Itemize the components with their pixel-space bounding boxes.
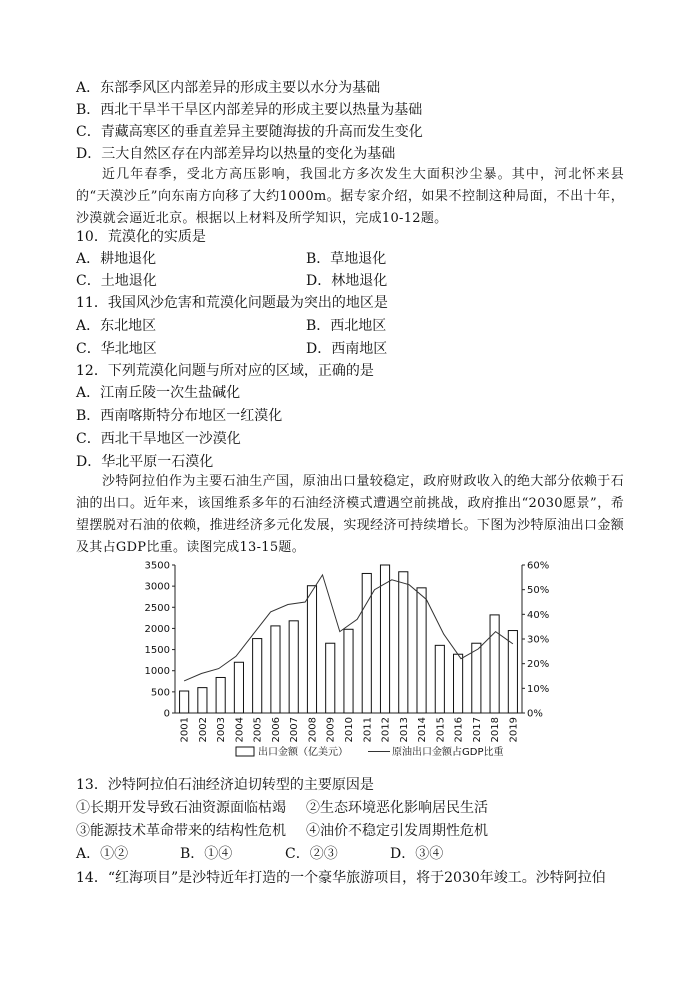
bar bbox=[417, 588, 426, 713]
bar bbox=[454, 654, 463, 713]
y-left-tick-label: 3000 bbox=[144, 581, 170, 593]
y-left-tick-label: 3500 bbox=[144, 560, 170, 572]
bar bbox=[234, 662, 243, 713]
x-tick-label: 2009 bbox=[325, 717, 337, 743]
x-tick-label: 2011 bbox=[362, 717, 374, 743]
q9-option-d: D．三大自然区存在内部差异均以热量的变化为基础 bbox=[76, 146, 396, 162]
q12-stem: 12．下列荒漠化问题与所对应的区域，正确的是 bbox=[76, 363, 374, 379]
bar bbox=[216, 677, 225, 713]
q13-option-d: D．③④ bbox=[390, 846, 444, 862]
y-left-tick-label: 2000 bbox=[144, 623, 170, 635]
q10-option-a: A．耕地退化 bbox=[76, 251, 157, 267]
bar bbox=[326, 643, 335, 713]
q13-option-c: C．②③ bbox=[285, 846, 338, 862]
y-right-tick-label: 0% bbox=[527, 708, 543, 720]
passage-saudi-oil: 沙特阿拉伯作为主要石油生产国，原油出口量较稳定，政府财政收入的绝大部分依赖于石油的出口。近年来，该国维系多年的石油经济模式遭遇空前挑战，政府推出“2030愿景”，希望摆脱对石油的依赖，推进经济多元化发展，实现经济可持续增长。下图为沙特原油出口金额及其占GDP比重。读图完成13-15题。 bbox=[76, 474, 624, 555]
q9-option-b: B．西北干旱半干旱区内部差异的形成主要以热量为基础 bbox=[76, 102, 423, 118]
legend-bar-swatch bbox=[236, 747, 254, 756]
bar bbox=[307, 586, 316, 713]
x-tick-label: 2004 bbox=[234, 717, 246, 743]
q14-stem: 14．“红海项目”是沙特近年打造的一个豪华旅游项目，将于2030年竣工。沙特阿拉伯 bbox=[76, 870, 606, 886]
x-tick-label: 2018 bbox=[490, 717, 502, 743]
q13-stem: 13．沙特阿拉伯石油经济迫切转型的主要原因是 bbox=[76, 777, 374, 793]
x-tick-label: 2016 bbox=[453, 717, 465, 743]
q12-option-a: A．江南丘陵一次生盐碱化 bbox=[76, 385, 241, 401]
q13-statement-3: ③能源技术革命带来的结构性危机 bbox=[76, 823, 286, 839]
y-right-tick-label: 60% bbox=[527, 560, 550, 572]
x-tick-label: 2002 bbox=[197, 717, 209, 743]
bar bbox=[472, 643, 481, 713]
q10-option-d: D．林地退化 bbox=[306, 273, 388, 289]
x-tick-label: 2007 bbox=[289, 717, 301, 743]
bar bbox=[198, 688, 207, 713]
bar bbox=[380, 565, 389, 713]
bar bbox=[399, 572, 408, 713]
q13-statement-2: ②生态环境恶化影响居民生活 bbox=[306, 800, 488, 816]
q13-statement-1: ①长期开发导致石油资源面临枯竭 bbox=[76, 800, 286, 816]
bar bbox=[271, 626, 280, 713]
q12-option-d: D．华北平原一石漠化 bbox=[76, 454, 214, 470]
q12-option-b: B．西南喀斯特分布地区一红漠化 bbox=[76, 408, 283, 424]
bar bbox=[508, 631, 517, 713]
q13-option-a: A．①② bbox=[76, 846, 129, 862]
bar bbox=[435, 645, 444, 713]
q13-option-b: B．①④ bbox=[180, 846, 233, 862]
legend-bar-label: 出口金额（亿美元） bbox=[258, 747, 348, 758]
y-left-tick-label: 2500 bbox=[144, 602, 170, 614]
y-left-tick-label: 0 bbox=[163, 708, 170, 720]
legend-line-label: 原油出口金额占GDP比重 bbox=[392, 747, 504, 758]
bar bbox=[253, 639, 262, 713]
bar bbox=[289, 621, 298, 713]
q11-stem: 11．我国风沙危害和荒漠化问题最为突出的地区是 bbox=[76, 295, 388, 311]
passage-desertification: 近几年春季，受北方高压影响，我国北方多次发生大面积沙尘暴。其中，河北怀来县的“天漠沙丘”向东南方向移了大约1000m。据专家介绍，如果不控制这种局面，不出十年，沙漠就会逼近北京。根据以上材料及所学知识，完成10-12题。 bbox=[76, 167, 624, 226]
x-tick-label: 2010 bbox=[344, 717, 355, 743]
x-tick-label: 2003 bbox=[216, 717, 228, 743]
q12-option-c: C．西北干旱地区一沙漠化 bbox=[76, 431, 241, 447]
x-tick-label: 2014 bbox=[417, 717, 429, 743]
x-tick-label: 2001 bbox=[179, 717, 191, 743]
q11-option-d: D．西南地区 bbox=[306, 341, 388, 357]
x-tick-label: 2017 bbox=[471, 717, 483, 743]
q9-option-a: A．东部季风区内部差异的形成主要以水分为基础 bbox=[76, 80, 381, 96]
x-tick-label: 2012 bbox=[380, 717, 392, 743]
bar bbox=[490, 615, 499, 713]
y-right-tick-label: 10% bbox=[527, 683, 550, 695]
q11-option-c: C．华北地区 bbox=[76, 341, 157, 357]
q9-option-c: C．青藏高寒区的垂直差异主要随海拔的升高而发生变化 bbox=[76, 124, 423, 140]
x-tick-label: 2005 bbox=[252, 717, 264, 743]
q10-stem: 10．荒漠化的实质是 bbox=[76, 229, 206, 245]
y-left-tick-label: 1000 bbox=[144, 666, 170, 678]
y-right-tick-label: 40% bbox=[527, 609, 550, 621]
y-right-tick-label: 50% bbox=[527, 585, 550, 597]
x-tick-label: 2019 bbox=[508, 717, 520, 743]
y-left-tick-label: 500 bbox=[150, 687, 170, 699]
y-left-tick-label: 1500 bbox=[144, 645, 170, 657]
q11-option-b: B．西北地区 bbox=[306, 318, 387, 334]
x-tick-label: 2013 bbox=[398, 717, 410, 743]
bar bbox=[344, 629, 353, 713]
y-right-tick-label: 30% bbox=[527, 634, 550, 646]
bar bbox=[180, 691, 189, 713]
q10-option-b: B．草地退化 bbox=[306, 251, 387, 267]
q11-option-a: A．东北地区 bbox=[76, 318, 157, 334]
y-right-tick-label: 20% bbox=[527, 659, 550, 671]
x-tick-label: 2015 bbox=[435, 717, 447, 743]
q10-option-c: C．土地退化 bbox=[76, 273, 157, 289]
bar bbox=[362, 573, 371, 713]
x-tick-label: 2008 bbox=[307, 717, 319, 743]
x-tick-label: 2006 bbox=[270, 717, 282, 743]
q13-statement-4: ④油价不稳定引发周期性危机 bbox=[306, 823, 488, 839]
oil-export-chart bbox=[144, 555, 570, 770]
